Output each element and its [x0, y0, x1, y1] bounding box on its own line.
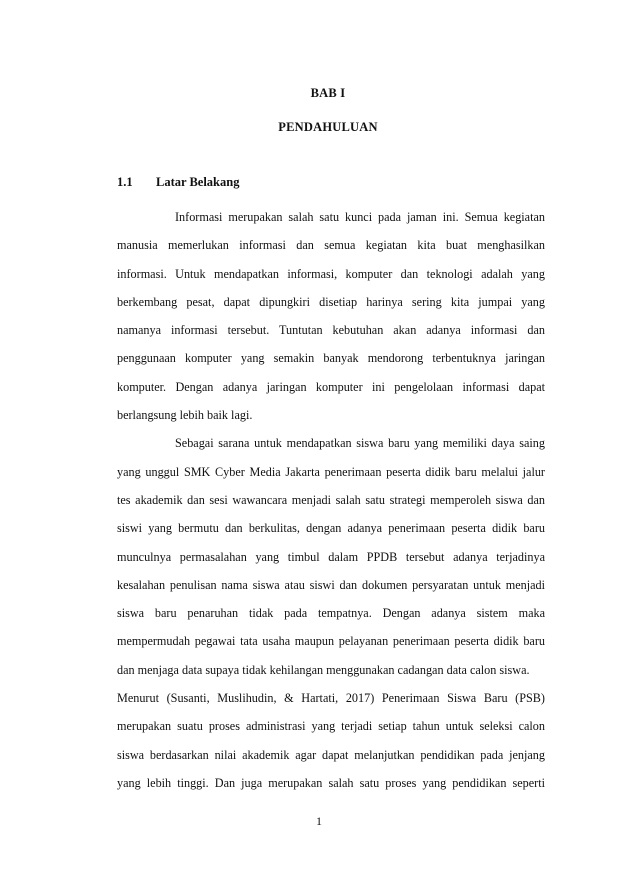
paragraph-line: merupakan suatu proses administrasi yang terjadi setiap tahun untuk seleksi calon: [117, 719, 545, 734]
paragraph-line: siswa berdasarkan nilai akademik agar dapat melanjutkan pendidikan pada jenjang: [117, 747, 545, 762]
section-heading: [117, 175, 239, 190]
paragraph-line: yang lebih tinggi. Dan juga merupakan salah satu proses yang pendidikan seperti: [117, 775, 545, 790]
paragraph-line: siswi yang bermutu dan berkulitas, dengan adanya penerimaan peserta didik baru: [117, 521, 545, 536]
paragraph-line: informasi. Untuk mendapatkan informasi, komputer dan teknologi adalah yang: [117, 266, 545, 281]
paragraph-line: munculnya permasalahan yang timbul dalam PPDB tersebut adanya terjadinya: [117, 549, 545, 564]
section-title: Latar Belakang: [156, 175, 240, 189]
paragraph-line: mempermudah pegawai tata usaha maupun pelayanan penerimaan peserta didik baru: [117, 634, 545, 649]
paragraph-line: manusia memerlukan informasi dan semua kegiatan kita buat menghasilkan: [117, 238, 545, 253]
page-number: 1: [316, 814, 322, 828]
paragraph-line: Informasi merupakan salah satu kunci pada jaman ini. Semua kegiatan: [175, 210, 545, 224]
paragraph-line: yang unggul SMK Cyber Media Jakarta penerimaan peserta didik baru melalui jalur: [117, 464, 545, 479]
paragraph-line: Menurut (Susanti, Muslihudin, & Hartati, 2017) Penerimaan Siswa Baru (PSB): [117, 691, 545, 706]
paragraph-line: Sebagai sarana untuk mendapatkan siswa baru yang memiliki daya saing: [175, 436, 545, 451]
body-text: [117, 203, 545, 797]
paragraph-line: dan menjaga data supaya tidak kehilangan menggunakan cadangan data calon siswa.: [117, 662, 530, 677]
paragraph-line: berkembang pesat, dapat dipungkiri disetiap harinya sering kita jumpai yang: [117, 294, 545, 309]
paragraph-line: kesalahan penulisan nama siswa atau siswi dan dokumen persyaratan untuk menjadi: [117, 577, 545, 592]
chapter-label: BAB I: [310, 86, 346, 100]
chapter-title: PENDAHULUAN: [278, 120, 378, 134]
paragraph-line: penggunaan komputer yang semakin banyak mendorong terbentuknya jaringan: [117, 351, 545, 366]
paragraph-line: siswa baru penaruhan tidak pada tempatnya. Dengan adanya sistem maka: [117, 606, 545, 621]
paragraph-line: berlangsung lebih baik lagi.: [117, 408, 253, 423]
section-number: 1.1: [117, 175, 133, 189]
paragraph-line: komputer. Dengan adanya jaringan komputer ini pengelolaan informasi dapat: [117, 379, 545, 394]
paragraph-line: namanya informasi tersebut. Tuntutan kebutuhan akan adanya informasi dan: [117, 323, 545, 338]
paragraph-line: tes akademik dan sesi wawancara menjadi salah satu strategi memperoleh siswa dan: [117, 492, 545, 507]
